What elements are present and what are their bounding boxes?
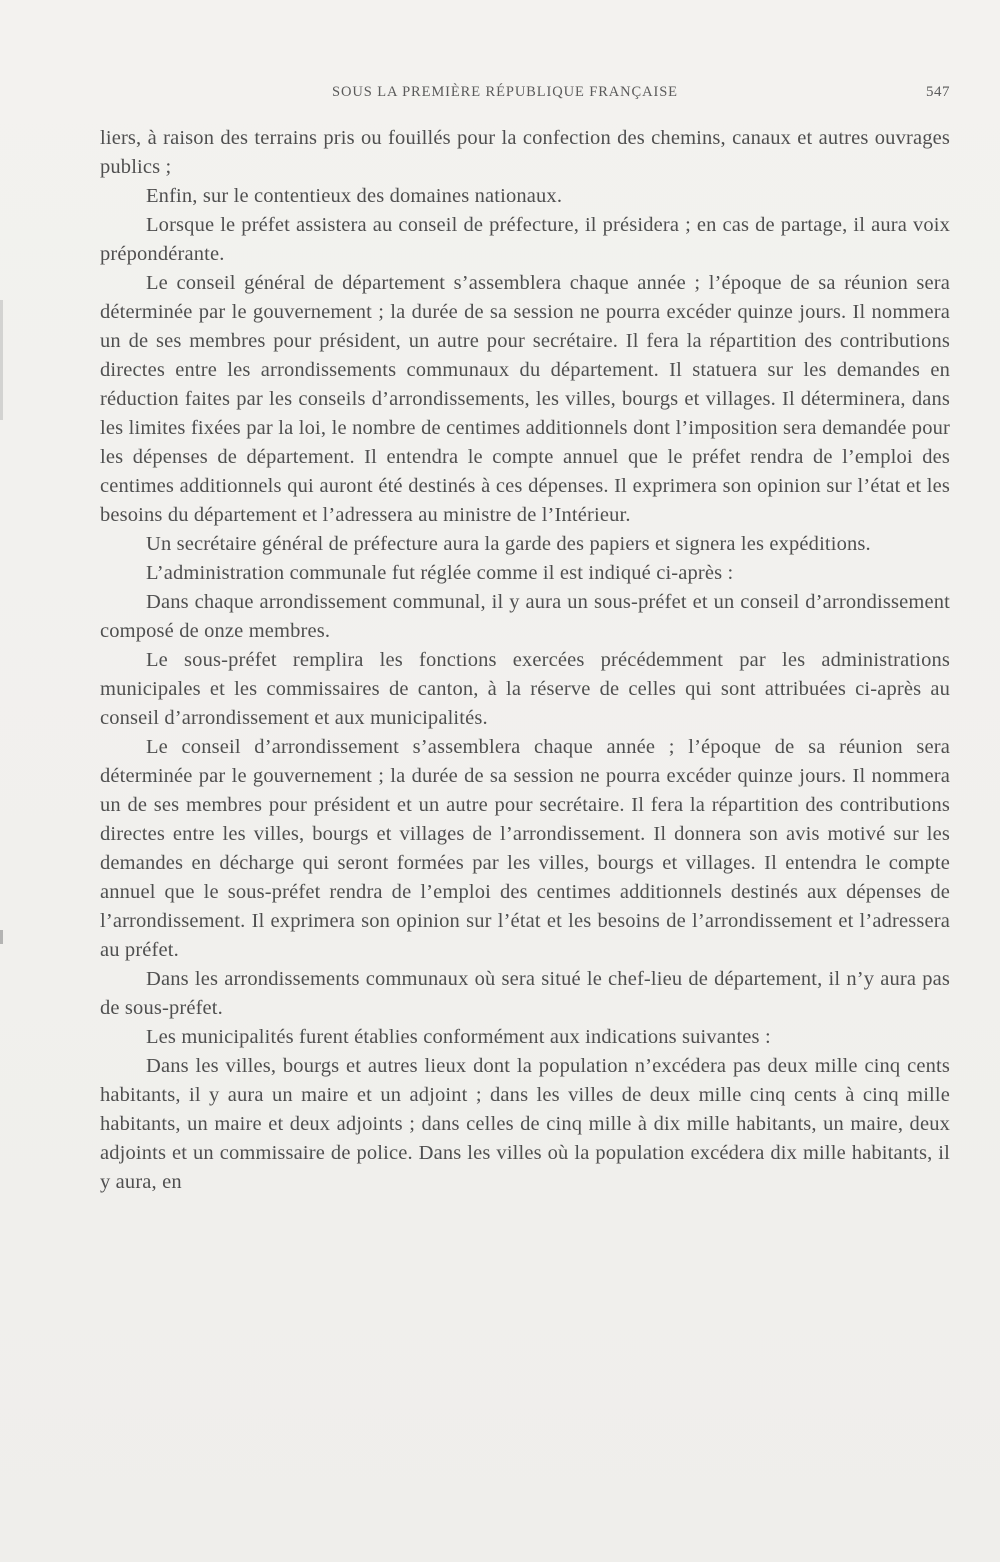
paragraph: Dans chaque arrondissement communal, il y aura un sous-préfet et un conseil d’arrondissement composé de onze membres. [100, 591, 950, 642]
paragraph: Dans les villes, bourgs et autres lieux dont la population n’excédera pas deux mille cinq cents habitants, il y aura un maire et un adjoint ; dans les villes de deux mille cinq cents à cinq mille habitants, un maire et deux adjoints ; dans celles de cinq mille à dix mille habitants, un maire, deux adjoints et un commissaire de police. Dans les villes où la population excédera dix mille habitants, il y aura, en [100, 1055, 950, 1193]
body-text [100, 124, 950, 1197]
paragraph: Le conseil d’arrondissement s’assemblera chaque année ; l’époque de sa réunion sera déterminée par le gouvernement ; la durée de sa session ne pourra excéder quinze jours. Il nommera un de ses membres pour président et un autre pour secrétaire. Il fera la répartition des contributions directes entre les villes, bourgs et villages de l’arrondissement. Il donnera son avis motivé sur les demandes en décharge qui seront formées par les villes, bourgs et villages. Il entendra le compte annuel que le sous-préfet rendra de l’emploi des centimes additionnels destinés aux dépenses de l’arrondissement. Il exprimera son opinion sur l’état et les besoins de l’arrondissement et l’adressera au préfet. [100, 736, 950, 961]
paragraph: liers, à raison des terrains pris ou fouillés pour la confection des chemins, canaux et autres ouvrages publics ; [100, 127, 950, 178]
paragraph: Enfin, sur le contentieux des domaines nationaux. [146, 185, 563, 207]
scan-edge-mark [0, 930, 3, 944]
paragraph: Le conseil général de département s’assemblera chaque année ; l’époque de sa réunion sera déterminée par le gouvernement ; la durée de sa session ne pourra excéder quinze jours. Il nommera un de ses membres pour président, un autre pour secrétaire. Il fera la répartition des contributions directes entre les arrondissements communaux du département. Il statuera sur les demandes en réduction faites par les conseils d’arrondissements, les villes, bourgs et villages. Il déterminera, dans les limites fixées par la loi, le nombre de centimes additionnels dont l’imposition sera demandée pour les dépenses de département. Il entendra le compte annuel que le préfet rendra de l’emploi des centimes additionnels qui auront été destinés à ces dépenses. Il exprimera son opinion sur l’état et les besoins du département et l’adressera au ministre de l’Intérieur. [100, 272, 950, 526]
paragraph: Les municipalités furent établies conformément aux indications suivantes : [146, 1026, 771, 1048]
page-header [100, 84, 950, 110]
paragraph: Lorsque le préfet assistera au conseil de préfecture, il présidera ; en cas de partage, il aura voix prépondérante. [100, 214, 950, 265]
running-head: SOUS LA PREMIÈRE RÉPUBLIQUE FRANÇAISE [332, 84, 678, 100]
paragraph: Le sous-préfet remplira les fonctions exercées précédemment par les administrations municipales et les commissaires de canton, à la réserve de celles qui sont attribuées ci-après au conseil d’arrondissement et aux municipalités. [100, 649, 950, 729]
paragraph: Dans les arrondissements communaux où sera situé le chef-lieu de département, il n’y aura pas de sous-préfet. [100, 968, 950, 1019]
scan-edge-mark [0, 300, 3, 420]
paragraph: L’administration communale fut réglée comme il est indiqué ci-après : [146, 562, 734, 584]
page-number: 547 [926, 84, 950, 100]
paragraph: Un secrétaire général de préfecture aura la garde des papiers et signera les expéditions. [146, 533, 871, 555]
